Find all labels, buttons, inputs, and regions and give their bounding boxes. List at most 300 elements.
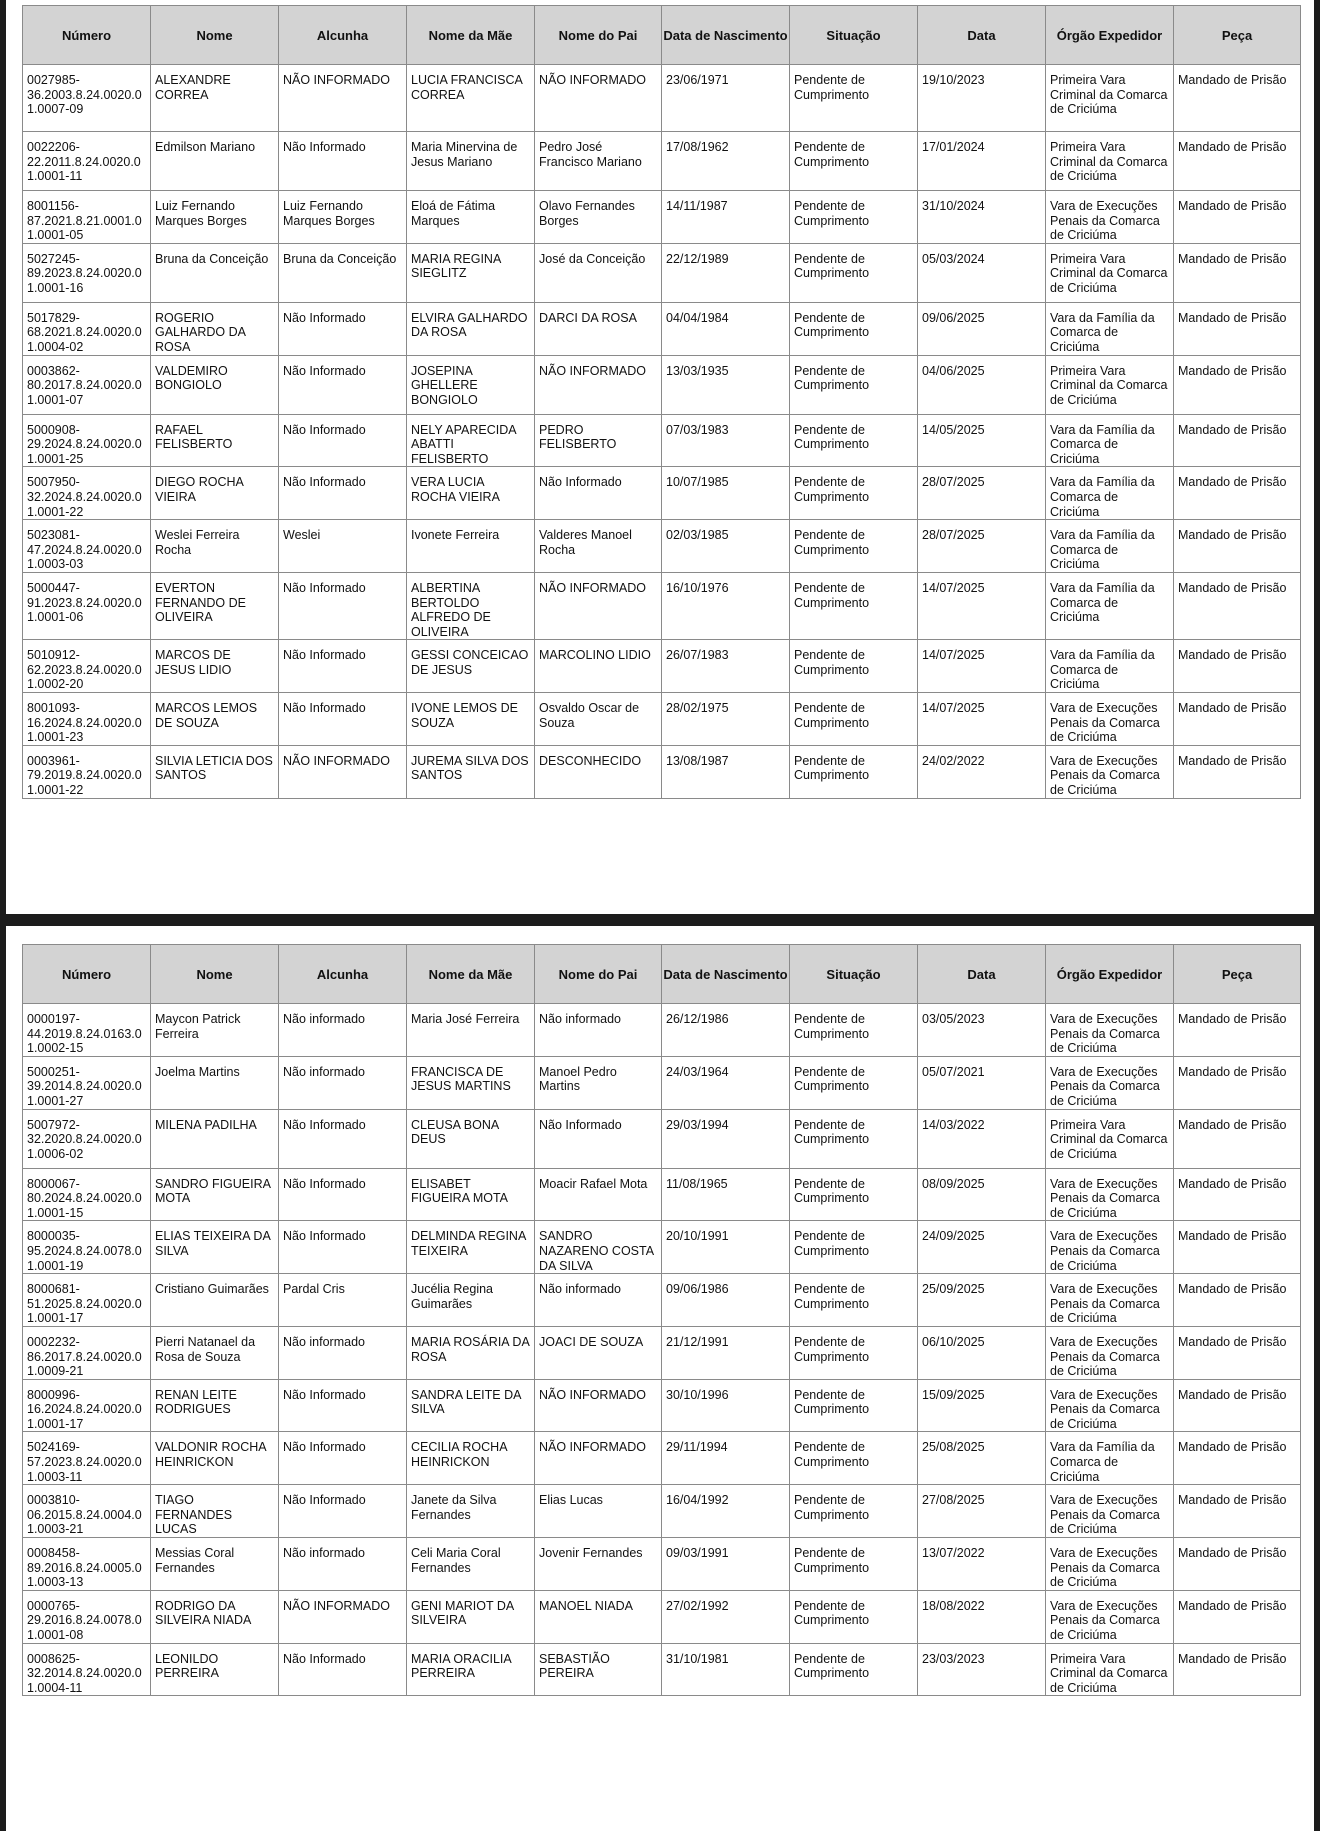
table-cell: 13/08/1987 bbox=[662, 745, 790, 798]
table-cell: 8000681-51.2025.8.24.0020.01.0001-17 bbox=[23, 1274, 151, 1327]
table-cell: NÃO INFORMADO bbox=[279, 1590, 407, 1643]
table-cell: Jucélia Regina Guimarães bbox=[407, 1274, 535, 1327]
table-cell: Não informado bbox=[279, 1004, 407, 1057]
table-cell: Pendente de Cumprimento bbox=[790, 355, 918, 414]
table-cell: Pendente de Cumprimento bbox=[790, 467, 918, 520]
table-cell: 29/03/1994 bbox=[662, 1109, 790, 1168]
table-cell: SANDRO FIGUEIRA MOTA bbox=[151, 1168, 279, 1221]
table-cell: Mandado de Prisão bbox=[1174, 520, 1301, 573]
table-cell: Não Informado bbox=[279, 132, 407, 191]
table-cell: 5000908-29.2024.8.24.0020.01.0001-25 bbox=[23, 414, 151, 467]
table-cell: Não Informado bbox=[535, 1109, 662, 1168]
table-cell: Não informado bbox=[279, 1056, 407, 1109]
table-cell: 24/03/1964 bbox=[662, 1056, 790, 1109]
table-row bbox=[23, 1432, 1301, 1485]
table-cell: Moacir Rafael Mota bbox=[535, 1168, 662, 1221]
table-cell: LUCIA FRANCISCA CORREA bbox=[407, 65, 535, 132]
table-cell: 18/08/2022 bbox=[918, 1590, 1046, 1643]
table-row bbox=[23, 745, 1301, 798]
table-cell: Primeira Vara Criminal da Comarca de Criciúma bbox=[1046, 65, 1174, 132]
table-cell: Maria Minervina de Jesus Mariano bbox=[407, 132, 535, 191]
table-cell: Pendente de Cumprimento bbox=[790, 243, 918, 302]
column-header: Nome bbox=[151, 6, 279, 65]
table-cell: MARIA ROSÁRIA DA ROSA bbox=[407, 1326, 535, 1379]
table-cell: 17/08/1962 bbox=[662, 132, 790, 191]
table-cell: Mandado de Prisão bbox=[1174, 572, 1301, 639]
table-cell: Pendente de Cumprimento bbox=[790, 1485, 918, 1538]
table-cell: Valderes Manoel Rocha bbox=[535, 520, 662, 573]
table-cell: NÃO INFORMADO bbox=[279, 65, 407, 132]
table-cell: MANOEL NIADA bbox=[535, 1590, 662, 1643]
table-cell: Mandado de Prisão bbox=[1174, 1109, 1301, 1168]
table-cell: Luiz Fernando Marques Borges bbox=[151, 191, 279, 244]
table-cell: Pendente de Cumprimento bbox=[790, 745, 918, 798]
table-row bbox=[23, 243, 1301, 302]
table-cell: 07/03/1983 bbox=[662, 414, 790, 467]
table-cell: Pendente de Cumprimento bbox=[790, 1590, 918, 1643]
table-cell: Não Informado bbox=[279, 1643, 407, 1696]
table-cell: Vara de Execuções Penais da Comarca de Criciúma bbox=[1046, 1538, 1174, 1591]
table-cell: Vara da Família da Comarca de Criciúma bbox=[1046, 520, 1174, 573]
table-cell: ALEXANDRE CORREA bbox=[151, 65, 279, 132]
table-cell: IVONE LEMOS DE SOUZA bbox=[407, 693, 535, 746]
table-cell: Pardal Cris bbox=[279, 1274, 407, 1327]
table-row bbox=[23, 640, 1301, 693]
table-cell: MARIA REGINA SIEGLITZ bbox=[407, 243, 535, 302]
table-cell: 25/08/2025 bbox=[918, 1432, 1046, 1485]
table-cell: DIEGO ROCHA VIEIRA bbox=[151, 467, 279, 520]
table-cell: 28/07/2025 bbox=[918, 520, 1046, 573]
table-cell: Joelma Martins bbox=[151, 1056, 279, 1109]
table-cell: VERA LUCIA ROCHA VIEIRA bbox=[407, 467, 535, 520]
table-cell: 5007972-32.2020.8.24.0020.01.0006-02 bbox=[23, 1109, 151, 1168]
table-row bbox=[23, 191, 1301, 244]
table-cell: Pendente de Cumprimento bbox=[790, 65, 918, 132]
table-row bbox=[23, 467, 1301, 520]
table-cell: 8001156-87.2021.8.21.0001.01.0001-05 bbox=[23, 191, 151, 244]
table-row bbox=[23, 1168, 1301, 1221]
table-cell: 14/07/2025 bbox=[918, 572, 1046, 639]
table-cell: 5007950-32.2024.8.24.0020.01.0001-22 bbox=[23, 467, 151, 520]
table-cell: Eloá de Fátima Marques bbox=[407, 191, 535, 244]
table-cell: Mandado de Prisão bbox=[1174, 467, 1301, 520]
table-cell: Mandado de Prisão bbox=[1174, 1056, 1301, 1109]
table-cell: EVERTON FERNANDO DE OLIVEIRA bbox=[151, 572, 279, 639]
table-cell: Cristiano Guimarães bbox=[151, 1274, 279, 1327]
table-cell: 20/10/1991 bbox=[662, 1221, 790, 1274]
table-cell: Mandado de Prisão bbox=[1174, 1004, 1301, 1057]
table-cell: Primeira Vara Criminal da Comarca de Criciúma bbox=[1046, 243, 1174, 302]
table-cell: 05/07/2021 bbox=[918, 1056, 1046, 1109]
column-header: Órgão Expedidor bbox=[1046, 6, 1174, 65]
document-page-2 bbox=[6, 926, 1314, 1831]
table-cell: Janete da Silva Fernandes bbox=[407, 1485, 535, 1538]
table-cell: 09/06/1986 bbox=[662, 1274, 790, 1327]
table-cell: Não Informado bbox=[279, 355, 407, 414]
table-cell: RAFAEL FELISBERTO bbox=[151, 414, 279, 467]
table-row bbox=[23, 520, 1301, 573]
table-cell: Mandado de Prisão bbox=[1174, 191, 1301, 244]
table-cell: 29/11/1994 bbox=[662, 1432, 790, 1485]
table-cell: Pendente de Cumprimento bbox=[790, 1004, 918, 1057]
table-cell: SANDRA LEITE DA SILVA bbox=[407, 1379, 535, 1432]
table-header-row bbox=[23, 945, 1301, 1004]
table-cell: ELIAS TEIXEIRA DA SILVA bbox=[151, 1221, 279, 1274]
table-cell: Olavo Fernandes Borges bbox=[535, 191, 662, 244]
table-cell: VALDEMIRO BONGIOLO bbox=[151, 355, 279, 414]
table-cell: 13/03/1935 bbox=[662, 355, 790, 414]
table-cell: Não informado bbox=[279, 1326, 407, 1379]
table-cell: 04/04/1984 bbox=[662, 302, 790, 355]
table-cell: FRANCISCA DE JESUS MARTINS bbox=[407, 1056, 535, 1109]
table-cell: 26/12/1986 bbox=[662, 1004, 790, 1057]
table-cell: Pendente de Cumprimento bbox=[790, 1432, 918, 1485]
column-header: Alcunha bbox=[279, 945, 407, 1004]
table-cell: 17/01/2024 bbox=[918, 132, 1046, 191]
table-cell: Vara da Família da Comarca de Criciúma bbox=[1046, 302, 1174, 355]
table-cell: 06/10/2025 bbox=[918, 1326, 1046, 1379]
warrants-table-page-2 bbox=[22, 944, 1301, 1696]
table-cell: 0003961-79.2019.8.24.0020.01.0001-22 bbox=[23, 745, 151, 798]
table-cell: 23/06/1971 bbox=[662, 65, 790, 132]
table-cell: Vara da Família da Comarca de Criciúma bbox=[1046, 1432, 1174, 1485]
table-cell: Não Informado bbox=[279, 1109, 407, 1168]
table-cell: NÃO INFORMADO bbox=[535, 572, 662, 639]
column-header: Órgão Expedidor bbox=[1046, 945, 1174, 1004]
table-cell: 04/06/2025 bbox=[918, 355, 1046, 414]
warrants-table-page-1 bbox=[22, 5, 1301, 799]
table-cell: 31/10/1981 bbox=[662, 1643, 790, 1696]
table-cell: Vara de Execuções Penais da Comarca de Criciúma bbox=[1046, 1004, 1174, 1057]
table-cell: Não Informado bbox=[279, 467, 407, 520]
table-cell: Vara de Execuções Penais da Comarca de Criciúma bbox=[1046, 1168, 1174, 1221]
table-cell: Vara da Família da Comarca de Criciúma bbox=[1046, 414, 1174, 467]
table-cell: PEDRO FELISBERTO bbox=[535, 414, 662, 467]
table-cell: 27/08/2025 bbox=[918, 1485, 1046, 1538]
table-cell: Osvaldo Oscar de Souza bbox=[535, 693, 662, 746]
table-cell: Não Informado bbox=[279, 1168, 407, 1221]
table-cell: Pendente de Cumprimento bbox=[790, 1168, 918, 1221]
table-row bbox=[23, 693, 1301, 746]
table-cell: Não Informado bbox=[279, 1379, 407, 1432]
table-cell: 28/07/2025 bbox=[918, 467, 1046, 520]
table-cell: Não Informado bbox=[279, 640, 407, 693]
table-cell: 5027245-89.2023.8.24.0020.01.0001-16 bbox=[23, 243, 151, 302]
table-cell: 0008625-32.2014.8.24.0020.01.0004-11 bbox=[23, 1643, 151, 1696]
table-header-row bbox=[23, 6, 1301, 65]
table-cell: Mandado de Prisão bbox=[1174, 1538, 1301, 1591]
column-header: Data bbox=[918, 6, 1046, 65]
table-cell: MILENA PADILHA bbox=[151, 1109, 279, 1168]
table-cell: SANDRO NAZARENO COSTA DA SILVA bbox=[535, 1221, 662, 1274]
table-cell: 5010912-62.2023.8.24.0020.01.0002-20 bbox=[23, 640, 151, 693]
table-cell: Mandado de Prisão bbox=[1174, 1274, 1301, 1327]
table-cell: Vara de Execuções Penais da Comarca de Criciúma bbox=[1046, 1326, 1174, 1379]
table-cell: Mandado de Prisão bbox=[1174, 65, 1301, 132]
table-cell: Mandado de Prisão bbox=[1174, 414, 1301, 467]
table-cell: 10/07/1985 bbox=[662, 467, 790, 520]
table-cell: 28/02/1975 bbox=[662, 693, 790, 746]
column-header: Nome da Mãe bbox=[407, 945, 535, 1004]
table-cell: 5000251-39.2014.8.24.0020.01.0001-27 bbox=[23, 1056, 151, 1109]
table-cell: 14/11/1987 bbox=[662, 191, 790, 244]
table-cell: 0000197-44.2019.8.24.0163.01.0002-15 bbox=[23, 1004, 151, 1057]
table-cell: Vara de Execuções Penais da Comarca de Criciúma bbox=[1046, 1590, 1174, 1643]
table-cell: 05/03/2024 bbox=[918, 243, 1046, 302]
table-cell: 8000067-80.2024.8.24.0020.01.0001-15 bbox=[23, 1168, 151, 1221]
table-cell: 13/07/2022 bbox=[918, 1538, 1046, 1591]
table-cell: MARCOLINO LIDIO bbox=[535, 640, 662, 693]
table-cell: Mandado de Prisão bbox=[1174, 1221, 1301, 1274]
table-cell: 0000765-29.2016.8.24.0078.01.0001-08 bbox=[23, 1590, 151, 1643]
table-cell: Ivonete Ferreira bbox=[407, 520, 535, 573]
table-cell: Pendente de Cumprimento bbox=[790, 1056, 918, 1109]
table-cell: Pendente de Cumprimento bbox=[790, 1538, 918, 1591]
table-cell: 24/02/2022 bbox=[918, 745, 1046, 798]
column-header: Nome do Pai bbox=[535, 945, 662, 1004]
table-cell: 26/07/1983 bbox=[662, 640, 790, 693]
table-cell: Vara de Execuções Penais da Comarca de Criciúma bbox=[1046, 191, 1174, 244]
table-cell: Pendente de Cumprimento bbox=[790, 1109, 918, 1168]
table-cell: Vara de Execuções Penais da Comarca de Criciúma bbox=[1046, 1485, 1174, 1538]
table-cell: Vara da Família da Comarca de Criciúma bbox=[1046, 572, 1174, 639]
table-cell: Primeira Vara Criminal da Comarca de Criciúma bbox=[1046, 355, 1174, 414]
table-cell: 5023081-47.2024.8.24.0020.01.0003-03 bbox=[23, 520, 151, 573]
table-cell: 14/03/2022 bbox=[918, 1109, 1046, 1168]
table-cell: Não Informado bbox=[279, 1432, 407, 1485]
table-cell: NELY APARECIDA ABATTI FELISBERTO bbox=[407, 414, 535, 467]
table-cell: Maria José Ferreira bbox=[407, 1004, 535, 1057]
table-row bbox=[23, 132, 1301, 191]
table-cell: Mandado de Prisão bbox=[1174, 640, 1301, 693]
column-header: Data de Nascimento bbox=[662, 945, 790, 1004]
table-row bbox=[23, 414, 1301, 467]
table-cell: Vara de Execuções Penais da Comarca de Criciúma bbox=[1046, 1379, 1174, 1432]
table-cell: Bruna da Conceição bbox=[151, 243, 279, 302]
column-header: Alcunha bbox=[279, 6, 407, 65]
table-cell: JUREMA SILVA DOS SANTOS bbox=[407, 745, 535, 798]
table-cell: 0002232-86.2017.8.24.0020.01.0009-21 bbox=[23, 1326, 151, 1379]
table-cell: Maycon Patrick Ferreira bbox=[151, 1004, 279, 1057]
table-cell: 15/09/2025 bbox=[918, 1379, 1046, 1432]
column-header: Nome da Mãe bbox=[407, 6, 535, 65]
table-cell: Mandado de Prisão bbox=[1174, 1485, 1301, 1538]
table-cell: Não informado bbox=[279, 1538, 407, 1591]
table-cell: Vara da Família da Comarca de Criciúma bbox=[1046, 467, 1174, 520]
table-cell: Elias Lucas bbox=[535, 1485, 662, 1538]
table-cell: CLEUSA BONA DEUS bbox=[407, 1109, 535, 1168]
table-row bbox=[23, 1056, 1301, 1109]
table-cell: Manoel Pedro Martins bbox=[535, 1056, 662, 1109]
table-cell: JOACI DE SOUZA bbox=[535, 1326, 662, 1379]
table-row bbox=[23, 1109, 1301, 1168]
table-cell: Não informado bbox=[535, 1004, 662, 1057]
column-header: Data bbox=[918, 945, 1046, 1004]
table-cell: Pendente de Cumprimento bbox=[790, 1274, 918, 1327]
table-cell: Pendente de Cumprimento bbox=[790, 414, 918, 467]
table-cell: NÃO INFORMADO bbox=[535, 65, 662, 132]
table-cell: NÃO INFORMADO bbox=[535, 1379, 662, 1432]
table-cell: Weslei bbox=[279, 520, 407, 573]
table-cell: RENAN LEITE RODRIGUES bbox=[151, 1379, 279, 1432]
table-cell: Celi Maria Coral Fernandes bbox=[407, 1538, 535, 1591]
table-row bbox=[23, 302, 1301, 355]
table-cell: Não Informado bbox=[279, 1485, 407, 1538]
table-cell: Mandado de Prisão bbox=[1174, 132, 1301, 191]
table-cell: 14/05/2025 bbox=[918, 414, 1046, 467]
document-page-1 bbox=[6, 0, 1314, 914]
table-cell: 11/08/1965 bbox=[662, 1168, 790, 1221]
table-cell: 0003862-80.2017.8.24.0020.01.0001-07 bbox=[23, 355, 151, 414]
table-cell: Não Informado bbox=[279, 693, 407, 746]
column-header: Nome do Pai bbox=[535, 6, 662, 65]
table-cell: RODRIGO DA SILVEIRA NIADA bbox=[151, 1590, 279, 1643]
table-cell: Mandado de Prisão bbox=[1174, 302, 1301, 355]
table-cell: MARIA ORACILIA PERREIRA bbox=[407, 1643, 535, 1696]
table-cell: 8000035-95.2024.8.24.0078.01.0001-19 bbox=[23, 1221, 151, 1274]
table-cell: Pendente de Cumprimento bbox=[790, 132, 918, 191]
column-header: Número bbox=[23, 945, 151, 1004]
table-cell: TIAGO FERNANDES LUCAS bbox=[151, 1485, 279, 1538]
table-row bbox=[23, 1538, 1301, 1591]
table-cell: Não informado bbox=[535, 1274, 662, 1327]
table-row bbox=[23, 1643, 1301, 1696]
column-header: Situação bbox=[790, 945, 918, 1004]
table-cell: 5024169-57.2023.8.24.0020.01.0003-11 bbox=[23, 1432, 151, 1485]
table-cell: Pendente de Cumprimento bbox=[790, 1379, 918, 1432]
table-cell: 8000996-16.2024.8.24.0020.01.0001-17 bbox=[23, 1379, 151, 1432]
table-cell: Jovenir Fernandes bbox=[535, 1538, 662, 1591]
table-cell: Mandado de Prisão bbox=[1174, 745, 1301, 798]
table-cell: Mandado de Prisão bbox=[1174, 1590, 1301, 1643]
table-cell: 03/05/2023 bbox=[918, 1004, 1046, 1057]
table-cell: Pendente de Cumprimento bbox=[790, 520, 918, 573]
table-cell: CECILIA ROCHA HEINRICKON bbox=[407, 1432, 535, 1485]
table-cell: Mandado de Prisão bbox=[1174, 1326, 1301, 1379]
table-cell: 16/10/1976 bbox=[662, 572, 790, 639]
table-cell: Mandado de Prisão bbox=[1174, 243, 1301, 302]
table-cell: 09/06/2025 bbox=[918, 302, 1046, 355]
table-cell: Pendente de Cumprimento bbox=[790, 693, 918, 746]
column-header: Peça bbox=[1174, 945, 1301, 1004]
table-cell: Vara de Execuções Penais da Comarca de Criciúma bbox=[1046, 745, 1174, 798]
table-cell: Pendente de Cumprimento bbox=[790, 1221, 918, 1274]
table-cell: 22/12/1989 bbox=[662, 243, 790, 302]
table-cell: NÃO INFORMADO bbox=[535, 355, 662, 414]
table-cell: 30/10/1996 bbox=[662, 1379, 790, 1432]
table-cell: ALBERTINA BERTOLDO ALFREDO DE OLIVEIRA bbox=[407, 572, 535, 639]
column-header: Peça bbox=[1174, 6, 1301, 65]
table-cell: SILVIA LETICIA DOS SANTOS bbox=[151, 745, 279, 798]
table-cell: 0022206-22.2011.8.24.0020.01.0001-11 bbox=[23, 132, 151, 191]
table-cell: LEONILDO PERREIRA bbox=[151, 1643, 279, 1696]
table-cell: NÃO INFORMADO bbox=[535, 1432, 662, 1485]
table-cell: 14/07/2025 bbox=[918, 693, 1046, 746]
table-cell: 27/02/1992 bbox=[662, 1590, 790, 1643]
table-cell: 09/03/1991 bbox=[662, 1538, 790, 1591]
table-cell: Mandado de Prisão bbox=[1174, 1432, 1301, 1485]
column-header: Nome bbox=[151, 945, 279, 1004]
table-row bbox=[23, 1379, 1301, 1432]
table-cell: José da Conceição bbox=[535, 243, 662, 302]
table-cell: Pierri Natanael da Rosa de Souza bbox=[151, 1326, 279, 1379]
table-cell: GENI MARIOT DA SILVEIRA bbox=[407, 1590, 535, 1643]
table-cell: Não Informado bbox=[279, 1221, 407, 1274]
table-cell: Pendente de Cumprimento bbox=[790, 302, 918, 355]
table-cell: Pendente de Cumprimento bbox=[790, 1326, 918, 1379]
table-cell: 5017829-68.2021.8.24.0020.01.0004-02 bbox=[23, 302, 151, 355]
table-cell: Pendente de Cumprimento bbox=[790, 191, 918, 244]
table-cell: ROGERIO GALHARDO DA ROSA bbox=[151, 302, 279, 355]
table-cell: Weslei Ferreira Rocha bbox=[151, 520, 279, 573]
table-cell: MARCOS DE JESUS LIDIO bbox=[151, 640, 279, 693]
table-cell: 8001093-16.2024.8.24.0020.01.0001-23 bbox=[23, 693, 151, 746]
table-row bbox=[23, 1221, 1301, 1274]
table-cell: 21/12/1991 bbox=[662, 1326, 790, 1379]
table-cell: Pendente de Cumprimento bbox=[790, 1643, 918, 1696]
table-row bbox=[23, 65, 1301, 132]
table-cell: Vara de Execuções Penais da Comarca de Criciúma bbox=[1046, 1274, 1174, 1327]
table-cell: Vara de Execuções Penais da Comarca de Criciúma bbox=[1046, 693, 1174, 746]
table-cell: 24/09/2025 bbox=[918, 1221, 1046, 1274]
table-row bbox=[23, 1274, 1301, 1327]
table-cell: Pedro José Francisco Mariano bbox=[535, 132, 662, 191]
table-cell: Edmilson Mariano bbox=[151, 132, 279, 191]
table-cell: Vara da Família da Comarca de Criciúma bbox=[1046, 640, 1174, 693]
table-cell: 02/03/1985 bbox=[662, 520, 790, 573]
table-cell: Mandado de Prisão bbox=[1174, 1379, 1301, 1432]
table-cell: ELISABET FIGUEIRA MOTA bbox=[407, 1168, 535, 1221]
table-cell: Não Informado bbox=[279, 572, 407, 639]
table-cell: DARCI DA ROSA bbox=[535, 302, 662, 355]
table-cell: ELVIRA GALHARDO DA ROSA bbox=[407, 302, 535, 355]
table-cell: Primeira Vara Criminal da Comarca de Criciúma bbox=[1046, 1109, 1174, 1168]
table-cell: Mandado de Prisão bbox=[1174, 1643, 1301, 1696]
table-cell: Pendente de Cumprimento bbox=[790, 572, 918, 639]
table-cell: NÃO INFORMADO bbox=[279, 745, 407, 798]
table-cell: Não Informado bbox=[535, 467, 662, 520]
table-cell: 16/04/1992 bbox=[662, 1485, 790, 1538]
table-cell: Vara de Execuções Penais da Comarca de Criciúma bbox=[1046, 1221, 1174, 1274]
table-cell: MARCOS LEMOS DE SOUZA bbox=[151, 693, 279, 746]
table-cell: Vara de Execuções Penais da Comarca de Criciúma bbox=[1046, 1056, 1174, 1109]
table-cell: 0027985-36.2003.8.24.0020.01.0007-09 bbox=[23, 65, 151, 132]
column-header: Data de Nascimento bbox=[662, 6, 790, 65]
table-cell: Primeira Vara Criminal da Comarca de Criciúma bbox=[1046, 132, 1174, 191]
table-cell: SEBASTIÃO PEREIRA bbox=[535, 1643, 662, 1696]
column-header: Número bbox=[23, 6, 151, 65]
table-row bbox=[23, 1326, 1301, 1379]
column-header: Situação bbox=[790, 6, 918, 65]
table-cell: 31/10/2024 bbox=[918, 191, 1046, 244]
table-row bbox=[23, 572, 1301, 639]
table-cell: 25/09/2025 bbox=[918, 1274, 1046, 1327]
table-row bbox=[23, 1485, 1301, 1538]
table-row bbox=[23, 355, 1301, 414]
table-row bbox=[23, 1004, 1301, 1057]
table-cell: Não Informado bbox=[279, 414, 407, 467]
table-cell: 14/07/2025 bbox=[918, 640, 1046, 693]
table-row bbox=[23, 1590, 1301, 1643]
table-cell: GESSI CONCEICAO DE JESUS bbox=[407, 640, 535, 693]
table-cell: 5000447-91.2023.8.24.0020.01.0001-06 bbox=[23, 572, 151, 639]
table-cell: Messias Coral Fernandes bbox=[151, 1538, 279, 1591]
table-cell: 0003810-06.2015.8.24.0004.01.0003-21 bbox=[23, 1485, 151, 1538]
table-cell: Mandado de Prisão bbox=[1174, 693, 1301, 746]
table-cell: DELMINDA REGINA TEIXEIRA bbox=[407, 1221, 535, 1274]
table-cell: DESCONHECIDO bbox=[535, 745, 662, 798]
table-cell: VALDONIR ROCHA HEINRICKON bbox=[151, 1432, 279, 1485]
